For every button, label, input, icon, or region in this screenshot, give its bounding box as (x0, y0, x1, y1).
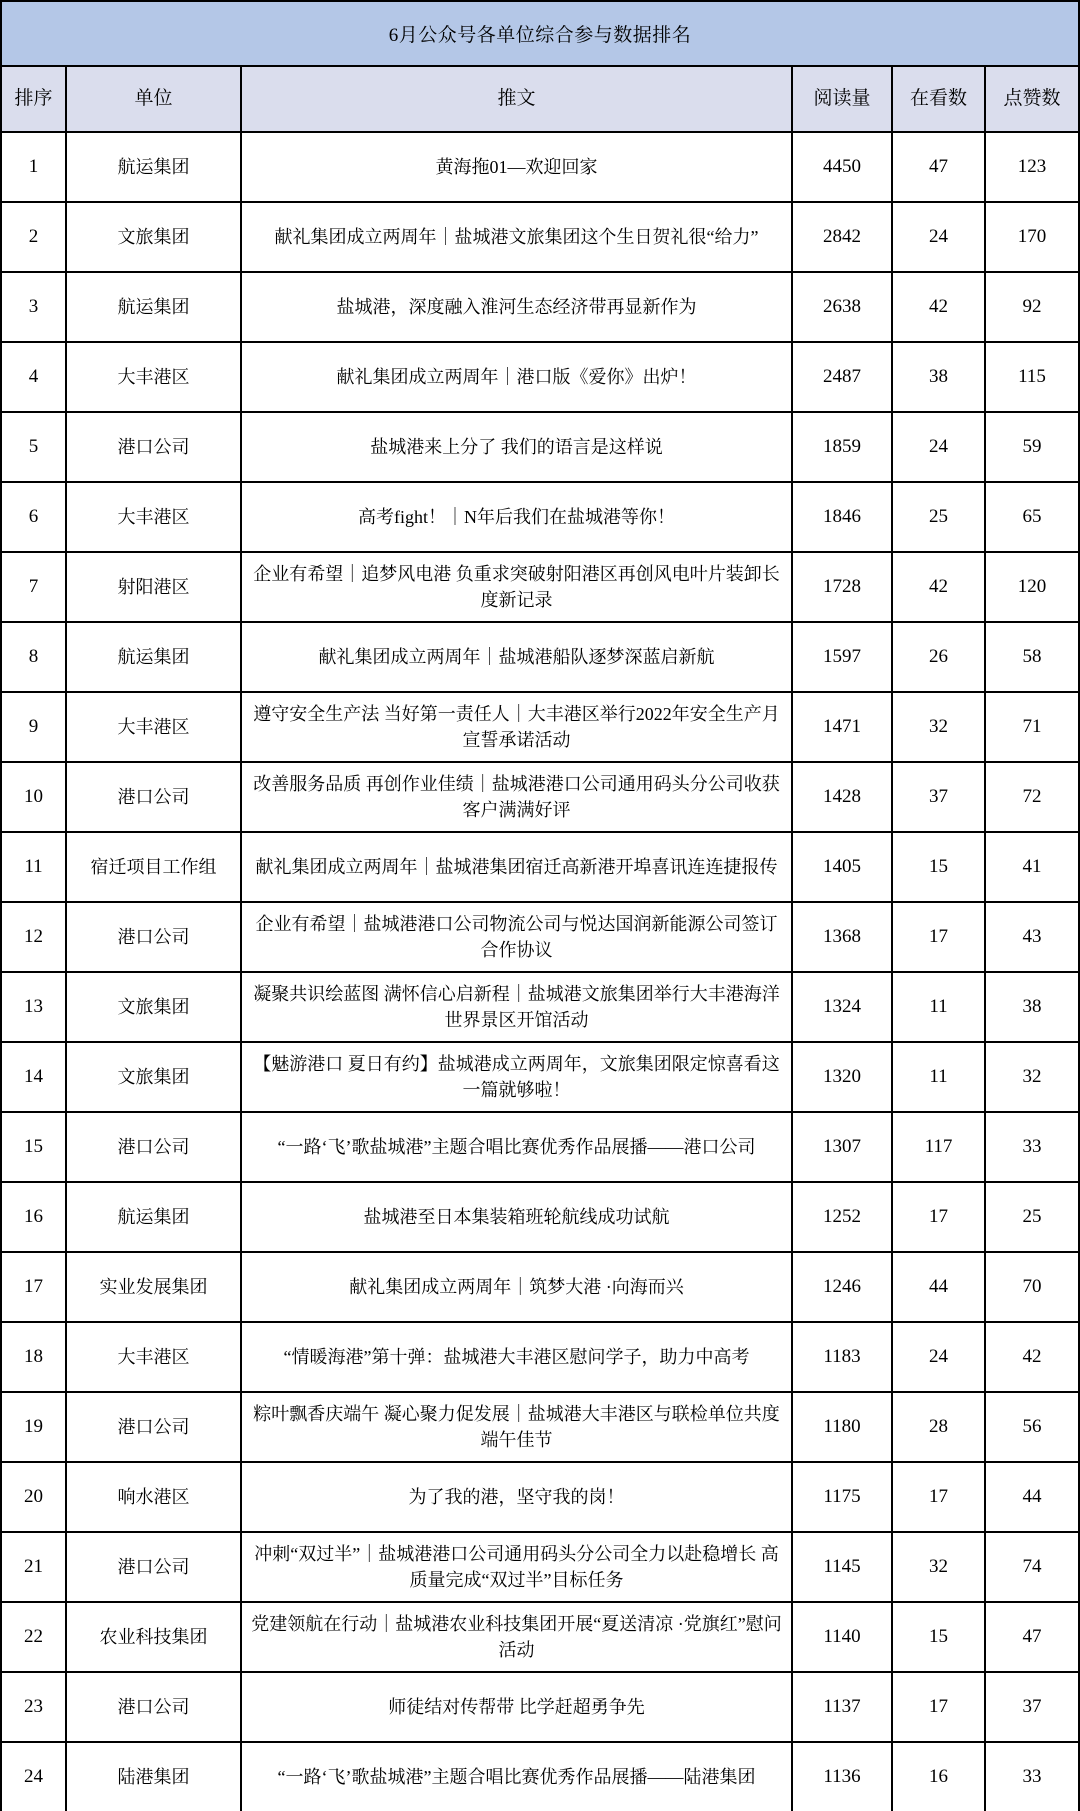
reads-count-cell: 1140 (793, 1603, 893, 1673)
rank-cell: 15 (2, 1113, 67, 1183)
table-row (2, 1113, 1078, 1183)
watch-count-cell: 17 (893, 903, 986, 973)
unit-cell: 港口公司 (67, 763, 242, 833)
likes-count-cell: 44 (986, 1463, 1078, 1533)
tweet-title-cell: 【魅游港口 夏日有约】盐城港成立两周年，文旅集团限定惊喜看这一篇就够啦！ (242, 1043, 793, 1113)
unit-cell: 陆港集团 (67, 1743, 242, 1811)
rank-cell: 1 (2, 133, 67, 203)
reads-count-cell: 2842 (793, 203, 893, 273)
reads-count-cell: 1324 (793, 973, 893, 1043)
column-header-tweet: 推文 (242, 67, 793, 133)
tweet-title-cell: “一路‘飞’歌盐城港”主题合唱比赛优秀作品展播——港口公司 (242, 1113, 793, 1183)
rank-cell: 4 (2, 343, 67, 413)
tweet-title-cell: 为了我的港，坚守我的岗！ (242, 1463, 793, 1533)
likes-count-cell: 72 (986, 763, 1078, 833)
watch-count-cell: 15 (893, 1603, 986, 1673)
tweet-title-cell: 黄海拖01—欢迎回家 (242, 133, 793, 203)
column-header-watches: 在看数 (893, 67, 986, 133)
tweet-title-cell: 遵守安全生产法 当好第一责任人｜大丰港区举行2022年安全生产月宣誓承诺活动 (242, 693, 793, 763)
unit-cell: 农业科技集团 (67, 1603, 242, 1673)
likes-count-cell: 33 (986, 1113, 1078, 1183)
watch-count-cell: 38 (893, 343, 986, 413)
watch-count-cell: 25 (893, 483, 986, 553)
rank-cell: 2 (2, 203, 67, 273)
tweet-title-cell: 献礼集团成立两周年｜盐城港集团宿迁高新港开埠喜讯连连捷报传 (242, 833, 793, 903)
likes-count-cell: 120 (986, 553, 1078, 623)
unit-cell: 文旅集团 (67, 1043, 242, 1113)
table-row (2, 903, 1078, 973)
reads-count-cell: 1175 (793, 1463, 893, 1533)
rank-cell: 22 (2, 1603, 67, 1673)
rank-cell: 7 (2, 553, 67, 623)
unit-cell: 大丰港区 (67, 1323, 242, 1393)
reads-count-cell: 1136 (793, 1743, 893, 1811)
table-row (2, 203, 1078, 273)
likes-count-cell: 37 (986, 1673, 1078, 1743)
likes-count-cell: 74 (986, 1533, 1078, 1603)
rank-cell: 6 (2, 483, 67, 553)
reads-count-cell: 1428 (793, 763, 893, 833)
tweet-title-cell: 改善服务品质 再创作业佳绩｜盐城港港口公司通用码头分公司收获客户满满好评 (242, 763, 793, 833)
likes-count-cell: 41 (986, 833, 1078, 903)
rank-cell: 20 (2, 1463, 67, 1533)
rank-cell: 24 (2, 1743, 67, 1811)
unit-cell: 文旅集团 (67, 973, 242, 1043)
table-row (2, 1603, 1078, 1673)
column-header-rank: 排序 (2, 67, 67, 133)
watch-count-cell: 24 (893, 413, 986, 483)
rank-cell: 5 (2, 413, 67, 483)
watch-count-cell: 16 (893, 1743, 986, 1811)
table-row (2, 483, 1078, 553)
likes-count-cell: 25 (986, 1183, 1078, 1253)
unit-cell: 宿迁项目工作组 (67, 833, 242, 903)
reads-count-cell: 1183 (793, 1323, 893, 1393)
tweet-title-cell: 高考fight！｜N年后我们在盐城港等你！ (242, 483, 793, 553)
column-header-likes: 点赞数 (986, 67, 1078, 133)
likes-count-cell: 70 (986, 1253, 1078, 1323)
reads-count-cell: 1307 (793, 1113, 893, 1183)
reads-count-cell: 1859 (793, 413, 893, 483)
unit-cell: 港口公司 (67, 1673, 242, 1743)
tweet-title-cell: 献礼集团成立两周年｜港口版《爱你》出炉！ (242, 343, 793, 413)
tweet-title-cell: 冲刺“双过半”｜盐城港港口公司通用码头分公司全力以赴稳增长 高质量完成“双过半”目标任务 (242, 1533, 793, 1603)
column-header-unit: 单位 (67, 67, 242, 133)
unit-cell: 大丰港区 (67, 343, 242, 413)
watch-count-cell: 11 (893, 973, 986, 1043)
watch-count-cell: 42 (893, 553, 986, 623)
rank-cell: 14 (2, 1043, 67, 1113)
rank-cell: 19 (2, 1393, 67, 1463)
tweet-title-cell: 献礼集团成立两周年｜盐城港船队逐梦深蓝启新航 (242, 623, 793, 693)
reads-count-cell: 1728 (793, 553, 893, 623)
watch-count-cell: 24 (893, 203, 986, 273)
rank-cell: 17 (2, 1253, 67, 1323)
reads-count-cell: 4450 (793, 133, 893, 203)
rank-cell: 3 (2, 273, 67, 343)
table-row (2, 1533, 1078, 1603)
tweet-title-cell: 盐城港至日本集装箱班轮航线成功试航 (242, 1183, 793, 1253)
reads-count-cell: 2487 (793, 343, 893, 413)
likes-count-cell: 38 (986, 973, 1078, 1043)
watch-count-cell: 32 (893, 693, 986, 763)
watch-count-cell: 37 (893, 763, 986, 833)
unit-cell: 文旅集团 (67, 203, 242, 273)
likes-count-cell: 115 (986, 343, 1078, 413)
table-row (2, 1393, 1078, 1463)
watch-count-cell: 17 (893, 1183, 986, 1253)
reads-count-cell: 1471 (793, 693, 893, 763)
unit-cell: 港口公司 (67, 903, 242, 973)
watch-count-cell: 26 (893, 623, 986, 693)
table-title: 6月公众号各单位综合参与数据排名 (388, 25, 692, 46)
watch-count-cell: 15 (893, 833, 986, 903)
rank-cell: 23 (2, 1673, 67, 1743)
likes-count-cell: 42 (986, 1323, 1078, 1393)
likes-count-cell: 170 (986, 203, 1078, 273)
reads-count-cell: 1137 (793, 1673, 893, 1743)
reads-count-cell: 1320 (793, 1043, 893, 1113)
table-header-row (2, 67, 1078, 133)
reads-count-cell: 1145 (793, 1533, 893, 1603)
table-row (2, 1043, 1078, 1113)
table-row (2, 833, 1078, 903)
watch-count-cell: 47 (893, 133, 986, 203)
table-row (2, 1323, 1078, 1393)
likes-count-cell: 123 (986, 133, 1078, 203)
watch-count-cell: 11 (893, 1043, 986, 1113)
tweet-title-cell: 盐城港来上分了 我们的语言是这样说 (242, 413, 793, 483)
rank-cell: 12 (2, 903, 67, 973)
watch-count-cell: 17 (893, 1673, 986, 1743)
tweet-title-cell: 献礼集团成立两周年｜盐城港文旅集团这个生日贺礼很“给力” (242, 203, 793, 273)
rank-cell: 10 (2, 763, 67, 833)
unit-cell: 射阳港区 (67, 553, 242, 623)
watch-count-cell: 44 (893, 1253, 986, 1323)
rank-cell: 13 (2, 973, 67, 1043)
likes-count-cell: 58 (986, 623, 1078, 693)
tweet-title-cell: “一路‘飞’歌盐城港”主题合唱比赛优秀作品展播——陆港集团 (242, 1743, 793, 1811)
unit-cell: 大丰港区 (67, 483, 242, 553)
likes-count-cell: 47 (986, 1603, 1078, 1673)
rank-cell: 8 (2, 623, 67, 693)
table-row (2, 413, 1078, 483)
likes-count-cell: 65 (986, 483, 1078, 553)
reads-count-cell: 1368 (793, 903, 893, 973)
tweet-title-cell: 粽叶飘香庆端午 凝心聚力促发展｜盐城港大丰港区与联检单位共度端午佳节 (242, 1393, 793, 1463)
likes-count-cell: 71 (986, 693, 1078, 763)
table-row (2, 973, 1078, 1043)
tweet-title-cell: “情暖海港”第十弹：盐城港大丰港区慰问学子，助力中高考 (242, 1323, 793, 1393)
rank-cell: 9 (2, 693, 67, 763)
watch-count-cell: 28 (893, 1393, 986, 1463)
unit-cell: 航运集团 (67, 1183, 242, 1253)
unit-cell: 航运集团 (67, 623, 242, 693)
table-row (2, 693, 1078, 763)
rank-cell: 11 (2, 833, 67, 903)
likes-count-cell: 92 (986, 273, 1078, 343)
likes-count-cell: 33 (986, 1743, 1078, 1811)
unit-cell: 航运集团 (67, 133, 242, 203)
likes-count-cell: 56 (986, 1393, 1078, 1463)
table-row (2, 1183, 1078, 1253)
table-body (2, 133, 1078, 1811)
table-row (2, 1743, 1078, 1811)
tweet-title-cell: 企业有希望｜追梦风电港 负重求突破射阳港区再创风电叶片装卸长度新记录 (242, 553, 793, 623)
tweet-title-cell: 凝聚共识绘蓝图 满怀信心启新程｜盐城港文旅集团举行大丰港海洋世界景区开馆活动 (242, 973, 793, 1043)
watch-count-cell: 42 (893, 273, 986, 343)
tweet-title-cell: 党建领航在行动｜盐城港农业科技集团开展“夏送清凉 ·党旗红”慰问活动 (242, 1603, 793, 1673)
unit-cell: 响水港区 (67, 1463, 242, 1533)
reads-count-cell: 1597 (793, 623, 893, 693)
table-row (2, 1253, 1078, 1323)
reads-count-cell: 1405 (793, 833, 893, 903)
unit-cell: 港口公司 (67, 413, 242, 483)
rank-cell: 21 (2, 1533, 67, 1603)
watch-count-cell: 32 (893, 1533, 986, 1603)
watch-count-cell: 24 (893, 1323, 986, 1393)
table-row (2, 273, 1078, 343)
unit-cell: 大丰港区 (67, 693, 242, 763)
tweet-title-cell: 献礼集团成立两周年｜筑梦大港 ·向海而兴 (242, 1253, 793, 1323)
table-row (2, 1463, 1078, 1533)
unit-cell: 港口公司 (67, 1393, 242, 1463)
table-title-bar (2, 2, 1078, 67)
likes-count-cell: 43 (986, 903, 1078, 973)
likes-count-cell: 59 (986, 413, 1078, 483)
table-row (2, 553, 1078, 623)
tweet-title-cell: 师徒结对传帮带 比学赶超勇争先 (242, 1673, 793, 1743)
watch-count-cell: 117 (893, 1113, 986, 1183)
rank-cell: 18 (2, 1323, 67, 1393)
unit-cell: 港口公司 (67, 1533, 242, 1603)
likes-count-cell: 32 (986, 1043, 1078, 1113)
table-row (2, 623, 1078, 693)
reads-count-cell: 2638 (793, 273, 893, 343)
table-row (2, 343, 1078, 413)
reads-count-cell: 1180 (793, 1393, 893, 1463)
tweet-title-cell: 企业有希望｜盐城港港口公司物流公司与悦达国润新能源公司签订合作协议 (242, 903, 793, 973)
table-row (2, 763, 1078, 833)
reads-count-cell: 1846 (793, 483, 893, 553)
unit-cell: 实业发展集团 (67, 1253, 242, 1323)
reads-count-cell: 1252 (793, 1183, 893, 1253)
table-row (2, 1673, 1078, 1743)
rank-cell: 16 (2, 1183, 67, 1253)
unit-cell: 港口公司 (67, 1113, 242, 1183)
tweet-title-cell: 盐城港，深度融入淮河生态经济带再显新作为 (242, 273, 793, 343)
reads-count-cell: 1246 (793, 1253, 893, 1323)
column-header-reads: 阅读量 (793, 67, 893, 133)
watch-count-cell: 17 (893, 1463, 986, 1533)
unit-cell: 航运集团 (67, 273, 242, 343)
table-row (2, 133, 1078, 203)
